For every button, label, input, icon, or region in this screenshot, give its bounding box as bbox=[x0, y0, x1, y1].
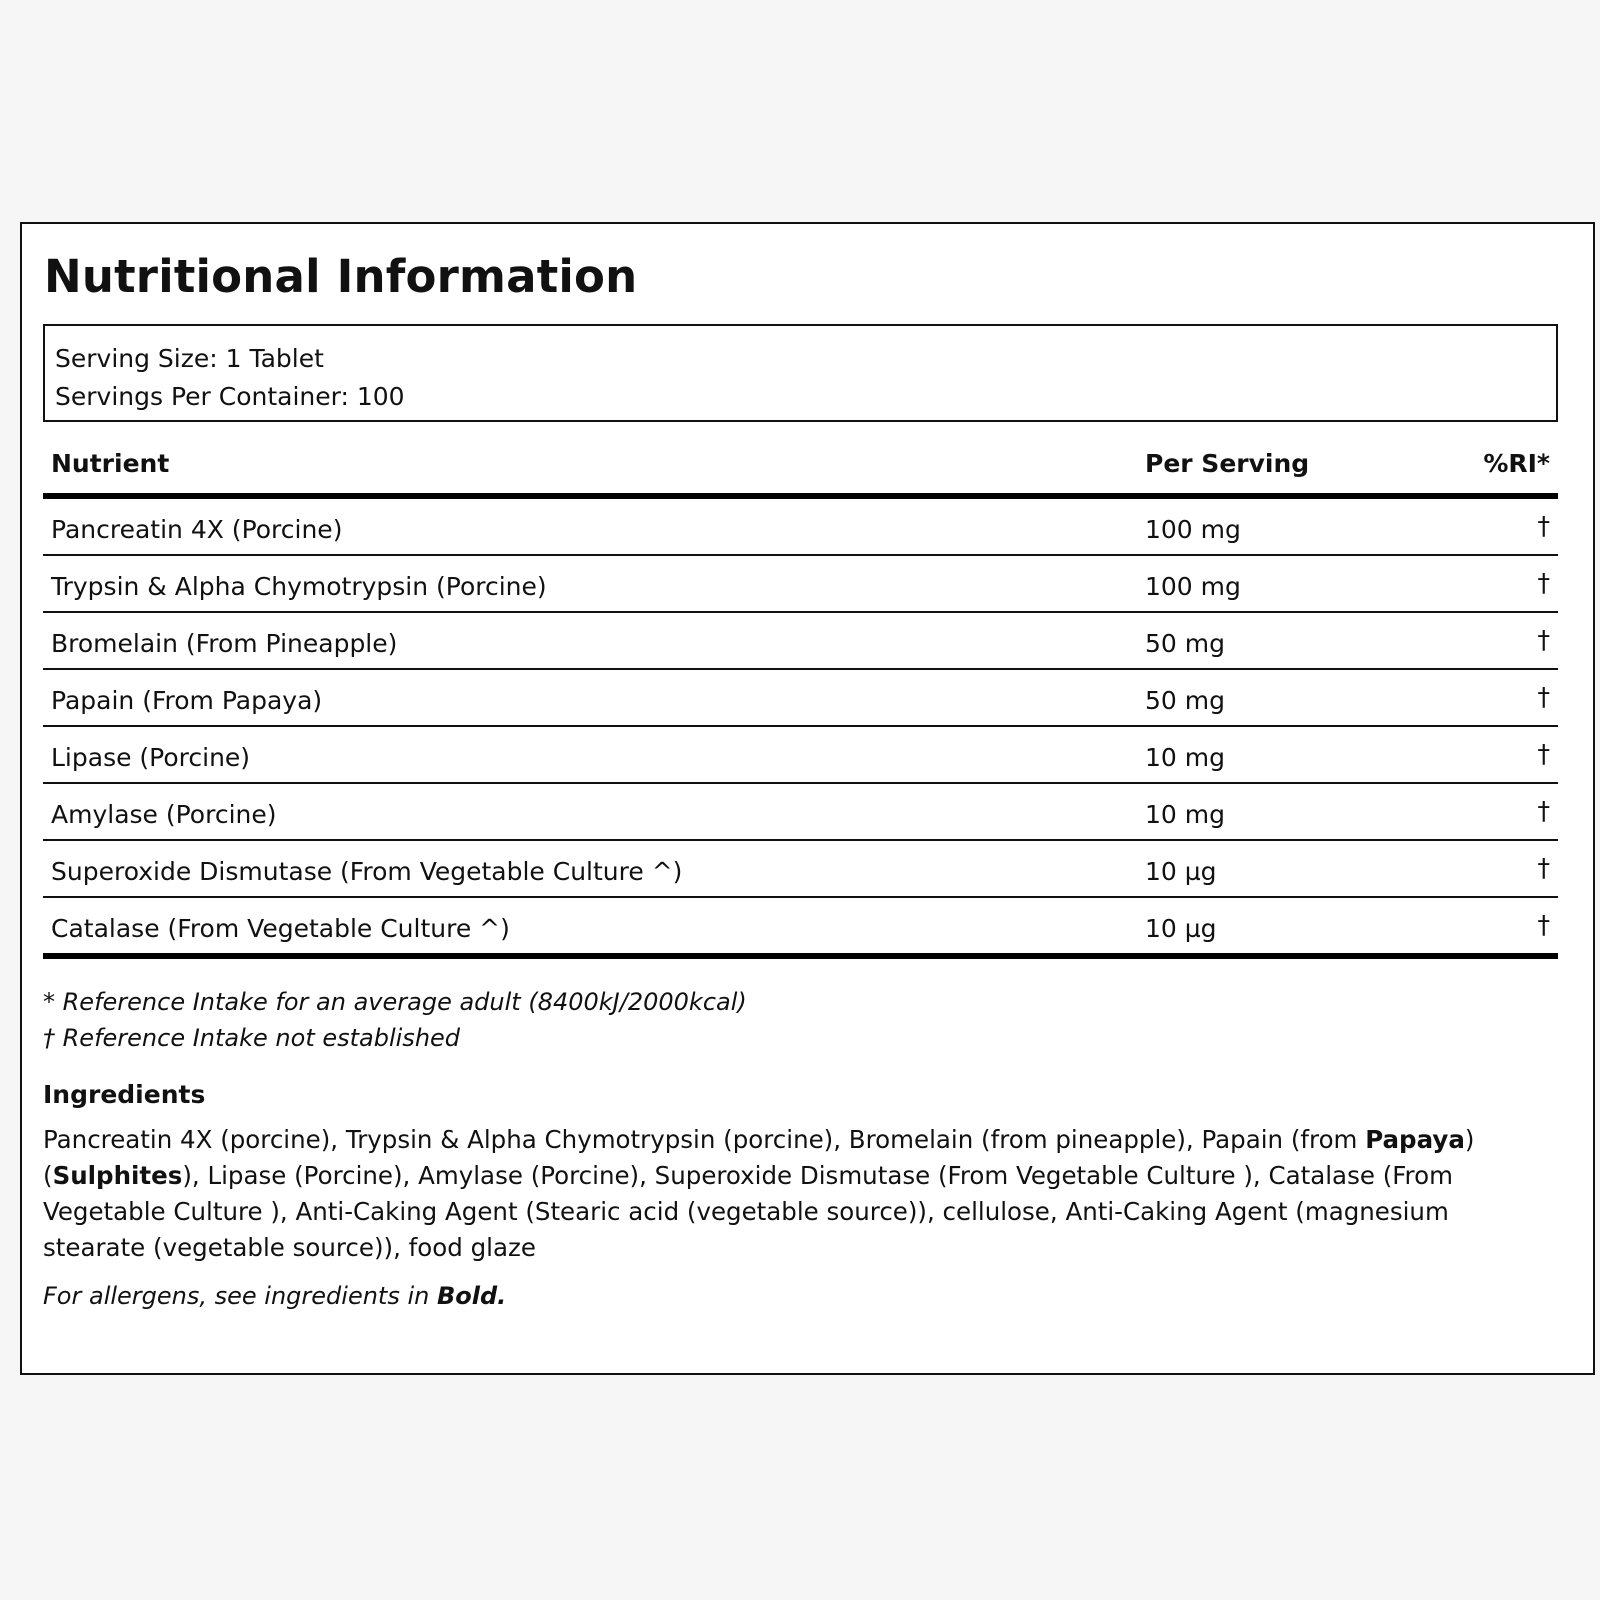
table-row bbox=[43, 670, 1558, 727]
ingredients-heading: Ingredients bbox=[43, 1080, 206, 1109]
allergen-note-text: For allergens, see ingredients in bbox=[43, 1282, 437, 1310]
table-row bbox=[43, 499, 1558, 556]
allergen-note bbox=[43, 1282, 506, 1310]
table-row bbox=[43, 784, 1558, 841]
table-header bbox=[43, 449, 1558, 499]
header-per-serving: Per Serving bbox=[1145, 449, 1310, 478]
nutrient-ri: † bbox=[1537, 739, 1550, 768]
ingredients-part-1: Pancreatin 4X (porcine), Trypsin & Alpha Chymotrypsin (porcine), Bromelain (from pineapple), Papain (from bbox=[43, 1125, 1366, 1154]
allergen-note-bold: Bold. bbox=[436, 1282, 507, 1310]
nutrient-name: Catalase (From Vegetable Culture ^) bbox=[51, 914, 510, 943]
table-row bbox=[43, 613, 1558, 670]
nutrient-ri: † bbox=[1537, 568, 1550, 597]
ingredients-part-3: ), Lipase (Porcine), Amylase (Porcine), Superoxide Dismutase (From Vegetable Culture ), Catalase (From Vegetable Culture ), Anti-Caking Agent (Stearic acid (vegetable source)), cellulose, Anti-Caking Agent (magnesium stearate (vegetable source)), food glaze bbox=[43, 1161, 1453, 1262]
nutrient-name: Papain (From Papaya) bbox=[51, 686, 323, 715]
nutrient-name: Lipase (Porcine) bbox=[51, 743, 251, 772]
footnote-reference-intake: * Reference Intake for an average adult (8400kJ/2000kcal) bbox=[43, 988, 747, 1016]
allergen-papaya: Papaya bbox=[1365, 1125, 1465, 1154]
table-body bbox=[43, 499, 1558, 959]
nutrient-name: Pancreatin 4X (Porcine) bbox=[51, 515, 343, 544]
table-row bbox=[43, 556, 1558, 613]
nutrient-name: Bromelain (From Pineapple) bbox=[51, 629, 398, 658]
table-row bbox=[43, 898, 1558, 953]
page-title: Nutritional Information bbox=[44, 250, 638, 303]
nutrient-ri: † bbox=[1537, 910, 1550, 939]
table-row bbox=[43, 727, 1558, 784]
nutrient-amount: 50 mg bbox=[1145, 629, 1225, 658]
nutrient-amount: 10 mg bbox=[1145, 743, 1225, 772]
header-ri: %RI* bbox=[1483, 449, 1550, 478]
nutrient-name: Amylase (Porcine) bbox=[51, 800, 277, 829]
nutrition-panel bbox=[20, 222, 1595, 1375]
table-row bbox=[43, 841, 1558, 898]
ingredients-text bbox=[43, 1122, 1543, 1266]
footnote-not-established: † Reference Intake not established bbox=[43, 1024, 461, 1052]
ingredients-part-2: ) ( bbox=[43, 1125, 1475, 1190]
header-nutrient: Nutrient bbox=[51, 449, 170, 478]
nutrient-ri: † bbox=[1537, 682, 1550, 711]
allergen-sulphites: Sulphites bbox=[52, 1161, 183, 1190]
nutrient-amount: 10 µg bbox=[1145, 857, 1217, 886]
serving-info-box bbox=[43, 324, 1558, 422]
nutrient-ri: † bbox=[1537, 625, 1550, 654]
nutrient-amount: 10 mg bbox=[1145, 800, 1225, 829]
nutrient-amount: 100 mg bbox=[1145, 515, 1241, 544]
nutrient-ri: † bbox=[1537, 853, 1550, 882]
nutrient-name: Superoxide Dismutase (From Vegetable Culture ^) bbox=[51, 857, 683, 886]
serving-size: Serving Size: 1 Tablet bbox=[55, 344, 324, 373]
nutrient-ri: † bbox=[1537, 796, 1550, 825]
nutrient-amount: 100 mg bbox=[1145, 572, 1241, 601]
nutrient-amount: 10 µg bbox=[1145, 914, 1217, 943]
nutrient-name: Trypsin & Alpha Chymotrypsin (Porcine) bbox=[51, 572, 547, 601]
nutrient-ri: † bbox=[1537, 511, 1550, 540]
footnotes bbox=[43, 984, 747, 1056]
nutrient-table bbox=[43, 449, 1558, 959]
nutrient-amount: 50 mg bbox=[1145, 686, 1225, 715]
servings-per-container: Servings Per Container: 100 bbox=[55, 382, 405, 411]
